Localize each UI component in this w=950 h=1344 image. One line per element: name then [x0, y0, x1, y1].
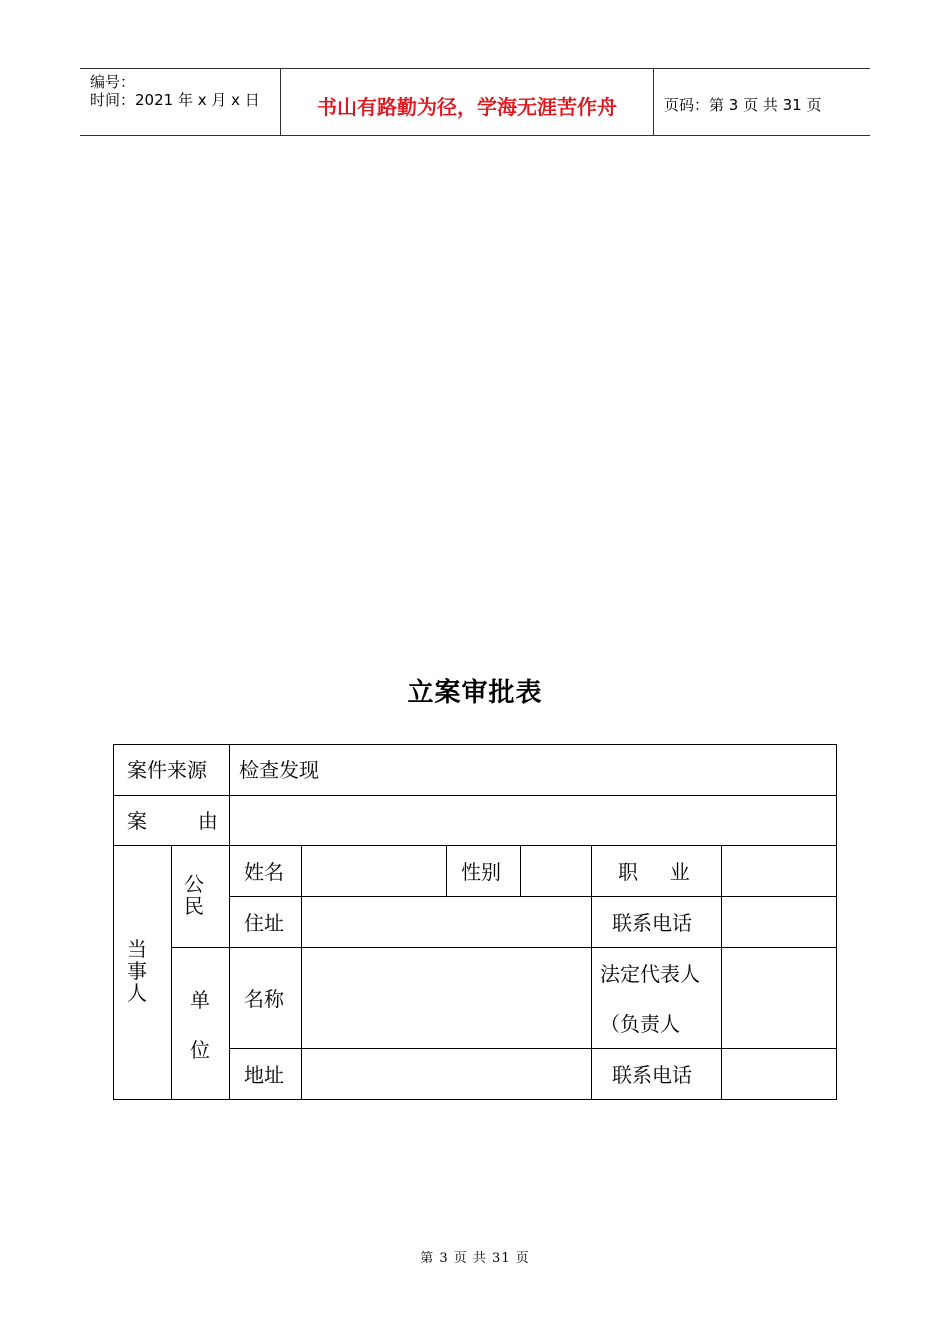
- citizen-job-field[interactable]: [722, 846, 836, 896]
- time-label: 时间：2021 年 x 月 x 日: [90, 91, 260, 109]
- citizen-address-field[interactable]: [302, 897, 591, 947]
- unit-label-bottom: 位: [190, 1038, 210, 1062]
- citizen-name-field[interactable]: [302, 846, 446, 896]
- header-middle-cell: [281, 69, 654, 135]
- citizen-gender-field[interactable]: [521, 846, 591, 896]
- unit-phone-label: 联系电话: [612, 1063, 692, 1087]
- unit-name-label: 名称: [244, 987, 284, 1011]
- case-approval-table: [113, 744, 837, 1100]
- case-source-label: 案件来源: [127, 758, 207, 782]
- unit-address-label: 地址: [244, 1063, 284, 1087]
- serial-label: 编号：: [90, 73, 136, 91]
- table-border-bottom: [113, 1099, 837, 1100]
- unit-name-field[interactable]: [302, 948, 591, 1048]
- case-cause-field[interactable]: [230, 796, 836, 845]
- citizen-label: 公民: [184, 872, 204, 918]
- citizen-address-label: 住址: [244, 911, 284, 935]
- table-border-top: [113, 744, 837, 745]
- party-label: 当事人: [127, 937, 147, 1005]
- unit-label-top: 单: [190, 988, 210, 1012]
- legal-rep-field[interactable]: [722, 948, 836, 1048]
- header-right-cell: [654, 69, 870, 135]
- citizen-phone-field[interactable]: [722, 897, 836, 947]
- header-left-cell: [80, 69, 281, 135]
- unit-phone-field[interactable]: [722, 1049, 836, 1099]
- legal-rep-label-line2: （负责人: [600, 1012, 680, 1036]
- document-header: [80, 68, 870, 136]
- citizen-gender-label: 性别: [461, 860, 501, 884]
- header-motto: 书山有路勤为径，学海无涯苦作舟: [317, 95, 617, 119]
- table-border-left: [113, 744, 114, 1100]
- case-source-value: 检查发现: [239, 758, 319, 782]
- page-footer: 第 3 页 共 31 页: [420, 1251, 530, 1266]
- col-line-right-label: [591, 845, 592, 1100]
- header-page-info: 页码：第 3 页 共 31 页: [664, 96, 822, 114]
- table-border-right: [836, 744, 837, 1100]
- citizen-phone-label: 联系电话: [612, 911, 692, 935]
- citizen-name-label: 姓名: [244, 860, 284, 884]
- unit-address-field[interactable]: [302, 1049, 591, 1099]
- case-cause-label: 案 由: [127, 809, 218, 833]
- col-line-party: [171, 845, 172, 1100]
- citizen-job-label: 职 业: [618, 860, 690, 884]
- document-title: 立案审批表: [407, 678, 543, 708]
- col-line-gender-label: [446, 845, 447, 896]
- legal-rep-label-line1: 法定代表人: [600, 962, 700, 986]
